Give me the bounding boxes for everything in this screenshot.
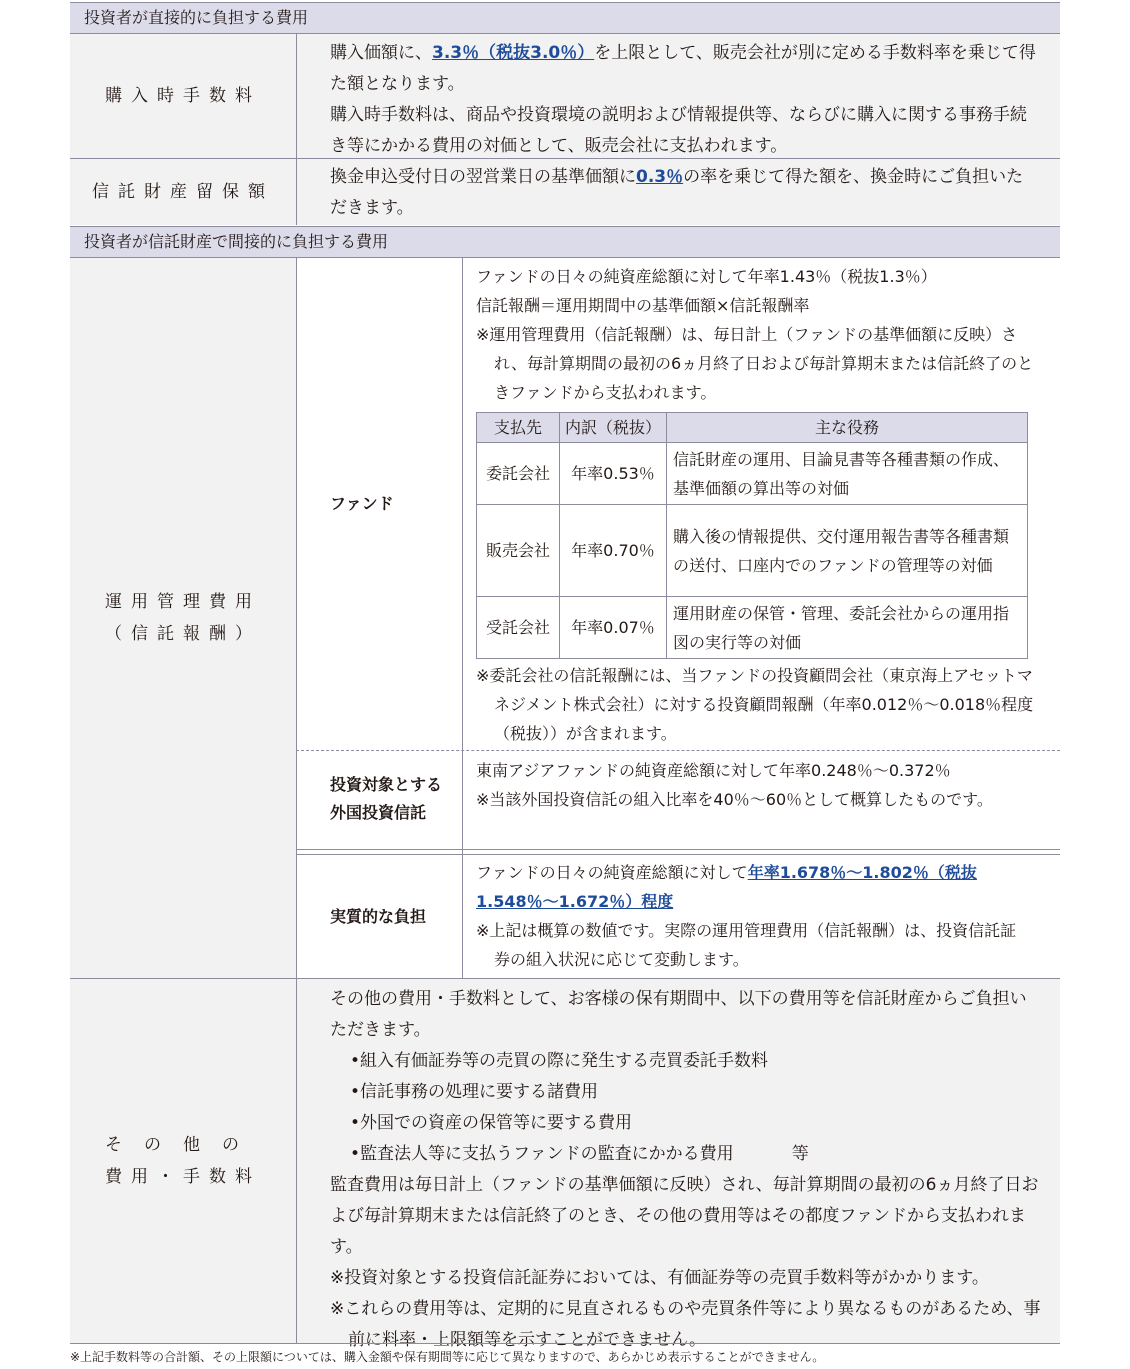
retention-text: 換金申込受付日の翌営業日の基準価額に0.3％の率を乗じて得た額を、換金時にご負担いただきます。 (330, 167, 1024, 218)
purchase-fee-line2: 購入時手数料は、商品や投資環境の説明および情報提供等、ならびに購入に関する事務手続き等にかかる費用の対価として、販売会社に支払われます。 (330, 105, 1027, 156)
divider (462, 750, 463, 978)
footer-note: ※上記手数料等の合計額、その上限額については、購入金額や保有期間等に応じて異なりますので、あらかじめ表示することができません。 (70, 1350, 825, 1364)
table-row: 委託会社 年率0.53％ 信託財産の運用、目論見書等各種書類の作成、基準価額の算出等の対価 (477, 443, 1028, 505)
purchase-fee-line1: 購入価額に、3.3％（税抜3.0％）を上限として、販売会社が別に定める手数料率を乗じて得た額となります。 (330, 43, 1036, 94)
fee-breakdown-table (476, 412, 1028, 659)
effective-text: ファンドの日々の純資産総額に対して年率1.678％〜1.802％（税抜1.548％〜1.672％）程度 ※上記は概算の数値です。実際の運用管理費用（信託報酬）は、投資信託証券の組入状況に応じて変動します。 (476, 863, 1017, 969)
purchase-fee-text (330, 38, 1040, 162)
section-header-indirect: 投資者が信託財産で間接的に負担する費用 (70, 226, 1060, 258)
list-item: •監査法人等に支払うファンドの監査にかかる費用 等 (350, 1144, 809, 1164)
label-management-fee: 運用管理費用 （信託報酬） (70, 258, 296, 978)
list-item: •外国での資産の保管等に要する費用 (350, 1113, 633, 1133)
table-header-row (477, 413, 1028, 443)
effective-rate: 年率1.678％〜1.802％（税抜1.548％〜1.672％）程度 (476, 863, 977, 911)
fund-text: ファンドの日々の純資産総額に対して年率1.43％（税抜1.3％） 信託報酬＝運用期間中の基準価額×信託報酬率 ※運用管理費用（信託報酬）は、毎日計上（ファンドの基準価額に反映）され、毎計算期間の最初の6ヵ月終了日および毎計算期末または信託終了のときファンドから支払われます。 (476, 267, 1034, 402)
table-row: 受託会社 年率0.07％ 運用財産の保管・管理、委託会社からの運用指図の実行等の対価 (477, 597, 1028, 659)
table-row: 販売会社 年率0.70％ 購入後の情報提供、交付運用報告書等各種書類の送付、口座内でのファンドの管理等の対価 (477, 505, 1028, 597)
sublabel-effective: 実質的な負担 (330, 906, 427, 926)
list-item: •組入有価証券等の売買の際に発生する売買委託手数料 (350, 1051, 769, 1071)
other-fees-text: その他の費用・手数料として、お客様の保有期間中、以下の費用等を信託財産からご負担いただきます。 •組入有価証券等の売買の際に発生する売買委託手数料 •信託事務の処理に要する諸費用 •外国での資産の保管等に要する費用 •監査法人等に支払うファンドの監査にかかる費用 等 監査費用は毎日計上（ファンドの基準価額に反映）され、毎計算期間の最初の6ヵ月終了日および毎計算期末または信託終了のとき、その他の費用等はその都度ファンドから支払われます。 ※投資対象とする投資信託証券においては、有価証券等の売買手数料等がかかります。 ※これらの費用等は、定期的に見直されるものや売買条件等により異なるものがあるため、事前に料率・上限額等を示すことができません。 (330, 989, 1041, 1350)
retention-rate: 0.3％ (636, 167, 684, 187)
label-other-fees: その他の 費用・手数料 (70, 979, 296, 1343)
list-item: •信託事務の処理に要する諸費用 (350, 1082, 599, 1102)
header-payee: 支払先 (477, 413, 560, 443)
divider (70, 1343, 1060, 1344)
header-breakdown: 内訳（税抜） (560, 413, 667, 443)
label-retention: 信託財産留保額 (70, 159, 296, 225)
divider (296, 849, 1060, 850)
header-role: 主な役務 (667, 413, 1028, 443)
purchase-fee-rate: 3.3％（税抜3.0％） (432, 43, 595, 63)
divider (462, 258, 463, 750)
label-purchase-fee: 購入時手数料 (70, 34, 296, 158)
sublabel-fund: ファンド (330, 494, 394, 513)
sublabel-foreign-trust: 投資対象とする 外国投資信託 (330, 775, 443, 822)
fund-note2: ※委託会社の信託報酬には、当ファンドの投資顧問会社（東京海上アセットマネジメント株式会社）に対する投資顧問報酬（年率0.012％〜0.018％程度（税抜））が含まれます。 (476, 666, 1034, 743)
section-header-direct: 投資者が直接的に負担する費用 (70, 2, 1060, 34)
foreign-text: 東南アジアファンドの純資産総額に対して年率0.248％〜0.372％ ※当該外国投資信託の組入比率を40％〜60％として概算したものです。 (476, 761, 993, 809)
